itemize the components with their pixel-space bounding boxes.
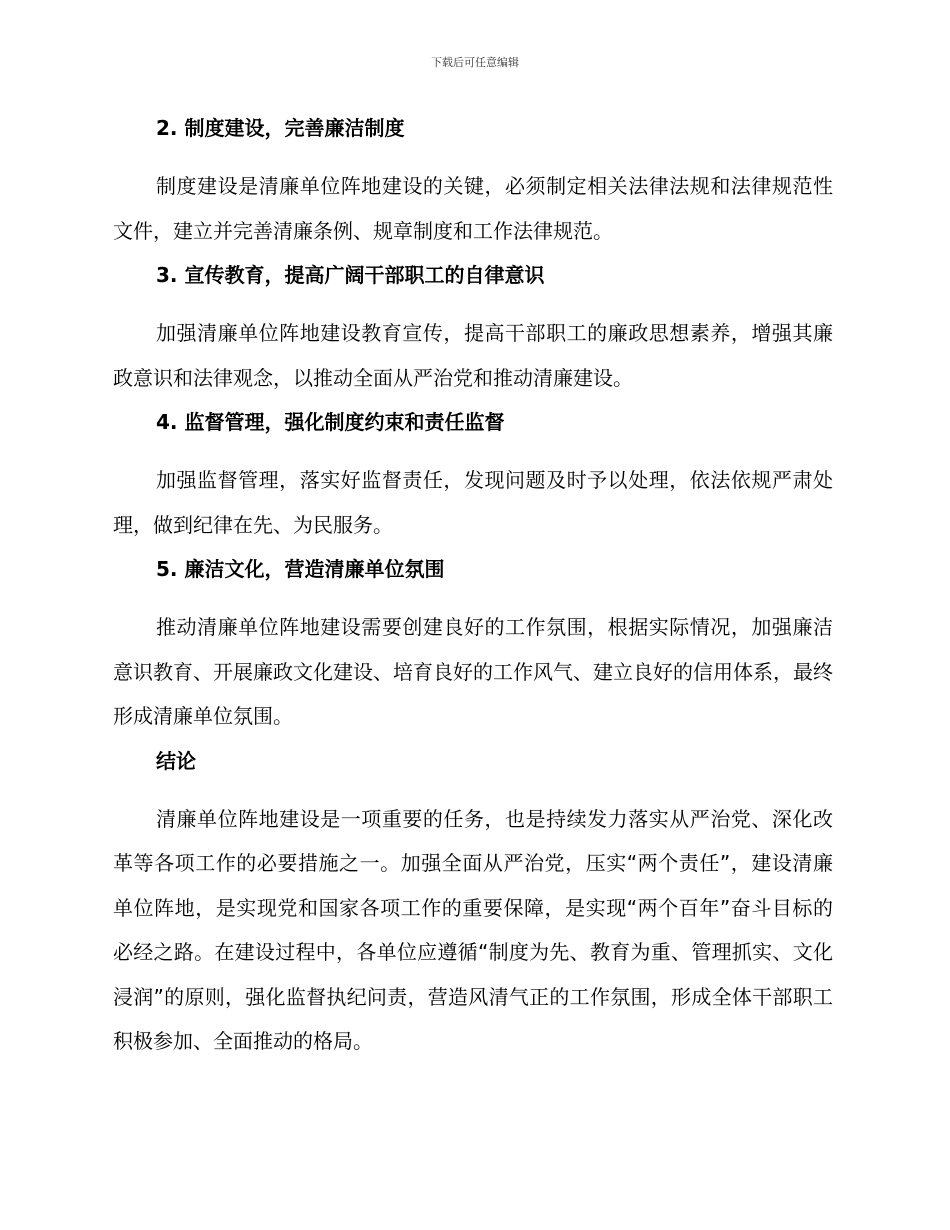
section-heading-culture: 5. 廉洁文化，营造清廉单位氛围 bbox=[156, 557, 445, 581]
section-heading-education: 3. 宣传教育，提高广阔干部职工的自律意识 bbox=[156, 263, 545, 287]
section-heading-conclusion: 结论 bbox=[156, 748, 196, 773]
section-heading-institution: 2. 制度建设，完善廉洁制度 bbox=[156, 116, 405, 140]
section-heading-supervision: 4. 监督管理，强化制度约束和责任监督 bbox=[156, 410, 505, 434]
page-header: 下载后可任意编辑 bbox=[431, 56, 519, 69]
section-paragraph-supervision: 加强监督管理，落实好监督责任，发现问题及时予以处理，依法依规严肃处理，做到纪律在先、为民服务。 bbox=[113, 468, 833, 537]
section-paragraph-institution: 制度建设是清廉单位阵地建设的关键，必须制定相关法律法规和法律规范性文件，建立并完善清廉条例、规章制度和工作法律规范。 bbox=[113, 174, 833, 243]
section-paragraph-education: 加强清廉单位阵地建设教育宣传，提高干部职工的廉政思想素养，增强其廉政意识和法律观念，以推动全面从严治党和推动清廉建设。 bbox=[113, 321, 833, 390]
document-body bbox=[113, 112, 833, 1064]
section-paragraph-culture: 推动清廉单位阵地建设需要创建良好的工作氛围，根据实际情况，加强廉洁意识教育、开展廉政文化建设、培育良好的工作风气、建立良好的信用体系，最终形成清廉单位氛围。 bbox=[113, 615, 833, 728]
section-paragraph-conclusion: 清廉单位阵地建设是一项重要的任务，也是持续发力落实从严治党、深化改革等各项工作的必要措施之一。加强全面从严治党，压实“两个责任”，建设清廉单位阵地，是实现党和国家各项工作的重要保障，是实现“两个百年”奋斗目标的必经之路。在建设过程中，各单位应遵循“制度为先、教育为重、管理抓实、文化浸润”的原则，强化监督执纪问责，营造风清气正的工作氛围，形成全体干部职工积极参加、全面推动的格局。 bbox=[113, 806, 833, 1053]
